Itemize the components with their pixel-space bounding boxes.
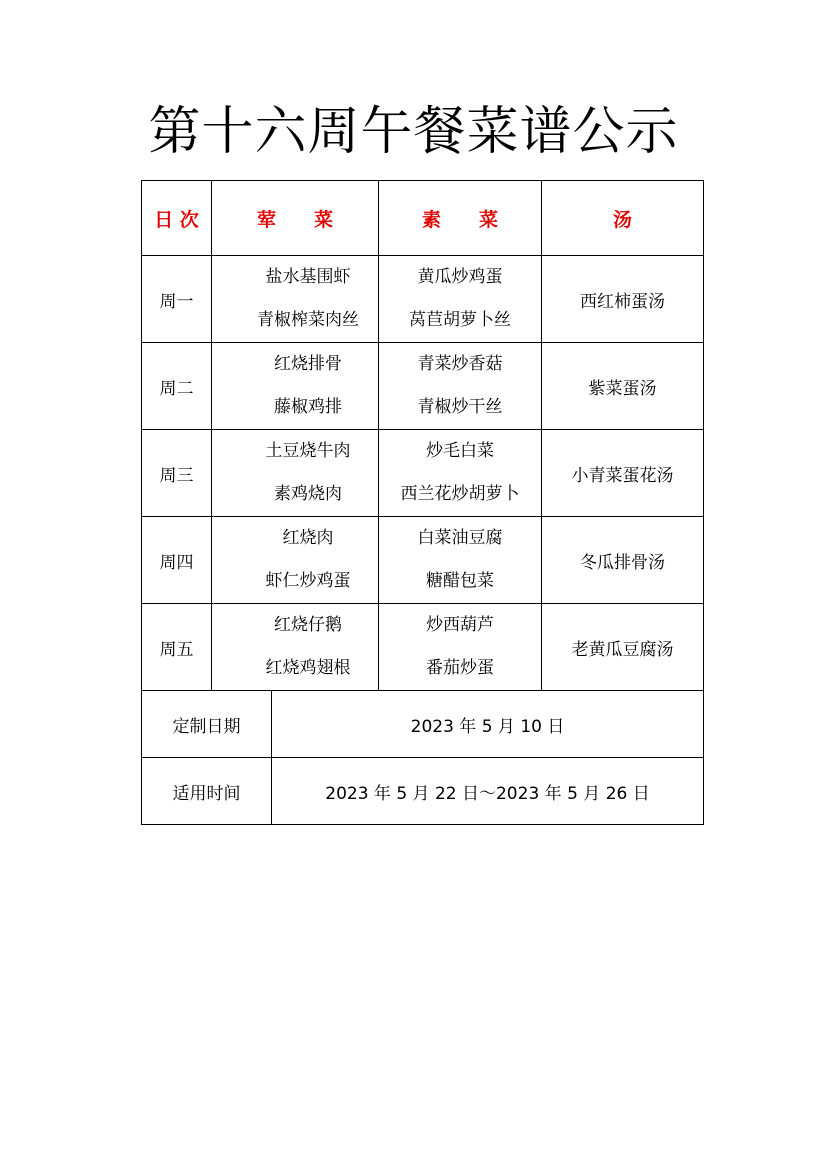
meat-dish: 红烧鸡翅根	[265, 658, 351, 678]
meat-dish: 土豆烧牛肉	[265, 441, 351, 461]
soup-cell: 小青菜蛋花汤	[542, 430, 704, 517]
meat-cell	[212, 343, 379, 430]
veg-dish: 炒西葫芦	[426, 615, 494, 635]
meat-dish: 红烧仔鹅	[274, 615, 342, 635]
meat-cell	[212, 256, 379, 343]
table-row	[142, 256, 704, 343]
header-veg: 素 菜	[379, 181, 542, 256]
made-date-label: 定制日期	[142, 691, 272, 758]
veg-dish: 糖醋包菜	[426, 571, 494, 591]
meat-dish: 盐水基围虾	[265, 267, 351, 287]
meat-cell	[212, 517, 379, 604]
period-label: 适用时间	[142, 758, 272, 825]
header-row	[142, 181, 704, 256]
menu-table-wrapper	[141, 180, 704, 825]
meat-dish: 素鸡烧肉	[274, 484, 342, 504]
veg-dish: 西兰花炒胡萝卜	[400, 484, 520, 504]
veg-cell	[379, 256, 542, 343]
day-cell: 周五	[142, 604, 212, 691]
table-row	[142, 517, 704, 604]
veg-dish: 白菜油豆腐	[417, 528, 503, 548]
soup-cell: 冬瓜排骨汤	[542, 517, 704, 604]
veg-dish: 炒毛白菜	[426, 441, 494, 461]
header-soup: 汤	[542, 181, 704, 256]
soup-cell: 西红柿蛋汤	[542, 256, 704, 343]
meat-cell	[212, 604, 379, 691]
meat-dish: 红烧肉	[282, 528, 334, 548]
veg-cell	[379, 430, 542, 517]
veg-dish: 黄瓜炒鸡蛋	[417, 267, 503, 287]
period-value: 2023 年 5 月 22 日～2023 年 5 月 26 日	[272, 758, 704, 825]
table-row	[142, 430, 704, 517]
veg-dish: 莴苣胡萝卜丝	[409, 310, 511, 330]
veg-cell	[379, 343, 542, 430]
made-date-row	[142, 691, 704, 758]
soup-cell: 老黄瓜豆腐汤	[542, 604, 704, 691]
day-cell: 周三	[142, 430, 212, 517]
made-date-value: 2023 年 5 月 10 日	[272, 691, 704, 758]
veg-dish: 青椒炒干丝	[417, 397, 503, 417]
veg-dish: 番茄炒蛋	[426, 658, 494, 678]
menu-table	[141, 180, 704, 825]
day-cell: 周一	[142, 256, 212, 343]
meat-dish: 藤椒鸡排	[274, 397, 342, 417]
header-meat: 荤 菜	[212, 181, 379, 256]
meat-dish: 青椒榨菜肉丝	[257, 310, 359, 330]
veg-dish: 青菜炒香菇	[417, 354, 503, 374]
veg-cell	[379, 517, 542, 604]
meat-dish: 虾仁炒鸡蛋	[265, 571, 351, 591]
day-cell: 周二	[142, 343, 212, 430]
header-day: 日 次	[142, 181, 212, 256]
meat-cell	[212, 430, 379, 517]
table-row	[142, 343, 704, 430]
page-title: 第十六周午餐菜谱公示	[148, 102, 679, 162]
veg-cell	[379, 604, 542, 691]
day-cell: 周四	[142, 517, 212, 604]
period-row	[142, 758, 704, 825]
soup-cell: 紫菜蛋汤	[542, 343, 704, 430]
meat-dish: 红烧排骨	[274, 354, 342, 374]
table-row	[142, 604, 704, 691]
